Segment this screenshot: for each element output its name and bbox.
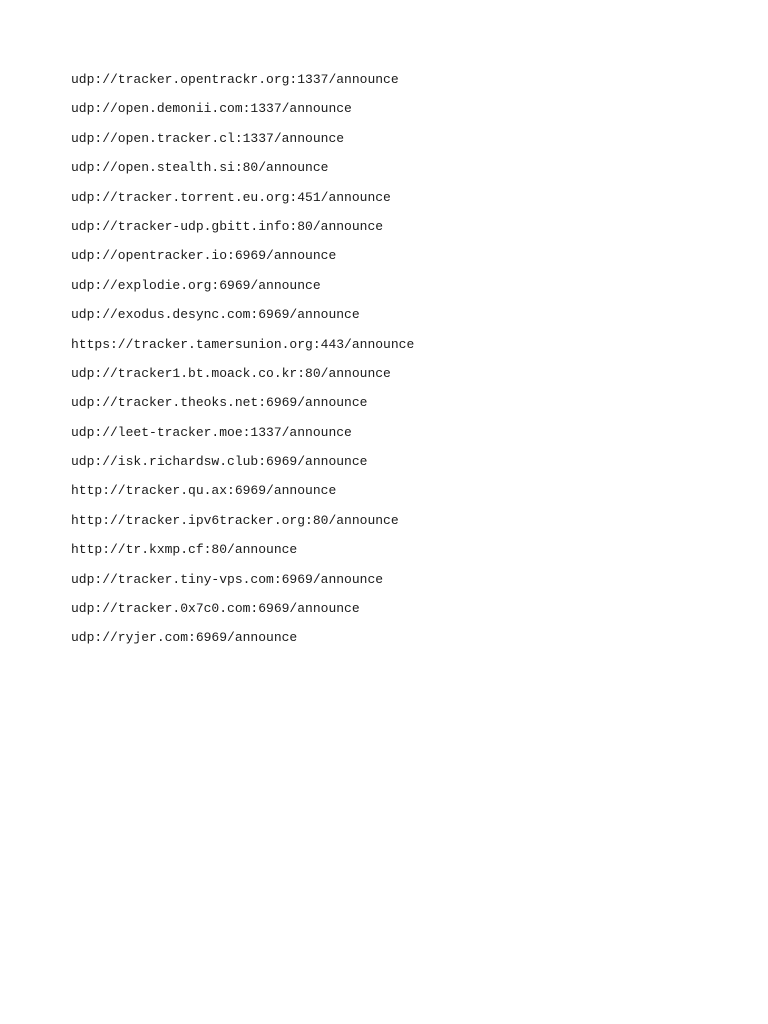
tracker-url: udp://tracker.tiny-vps.com:6969/announce [71, 571, 384, 587]
tracker-url: http://tracker.qu.ax:6969/announce [71, 483, 337, 499]
tracker-url: udp://open.stealth.si:80/announce [71, 160, 329, 176]
tracker-url: http://tracker.ipv6tracker.org:80/announce [71, 512, 399, 528]
tracker-url: udp://ryjer.com:6969/announce [71, 630, 298, 646]
tracker-url: udp://tracker.opentrackr.org:1337/announce [71, 72, 399, 87]
tracker-url: http://tr.kxmp.cf:80/announce [71, 542, 298, 558]
tracker-url: udp://tracker.torrent.eu.org:451/announce [71, 189, 391, 205]
tracker-url: udp://tracker-udp.gbitt.info:80/announce [71, 218, 384, 234]
tracker-url: https://tracker.tamersunion.org:443/announce [71, 336, 415, 352]
tracker-url: udp://open.demonii.com:1337/announce [71, 101, 352, 117]
tracker-url: udp://isk.richardsw.club:6969/announce [71, 454, 368, 470]
tracker-url: udp://opentracker.io:6969/announce [71, 248, 337, 264]
tracker-url: udp://exodus.desync.com:6969/announce [71, 307, 360, 323]
tracker-list [71, 71, 414, 659]
tracker-url: udp://tracker.0x7c0.com:6969/announce [71, 601, 360, 617]
tracker-url: udp://tracker.theoks.net:6969/announce [71, 395, 368, 411]
tracker-url: udp://tracker1.bt.moack.co.kr:80/announce [71, 365, 391, 381]
tracker-url: udp://open.tracker.cl:1337/announce [71, 130, 345, 146]
tracker-url: udp://leet-tracker.moe:1337/announce [71, 424, 352, 440]
tracker-url: udp://explodie.org:6969/announce [71, 277, 321, 293]
